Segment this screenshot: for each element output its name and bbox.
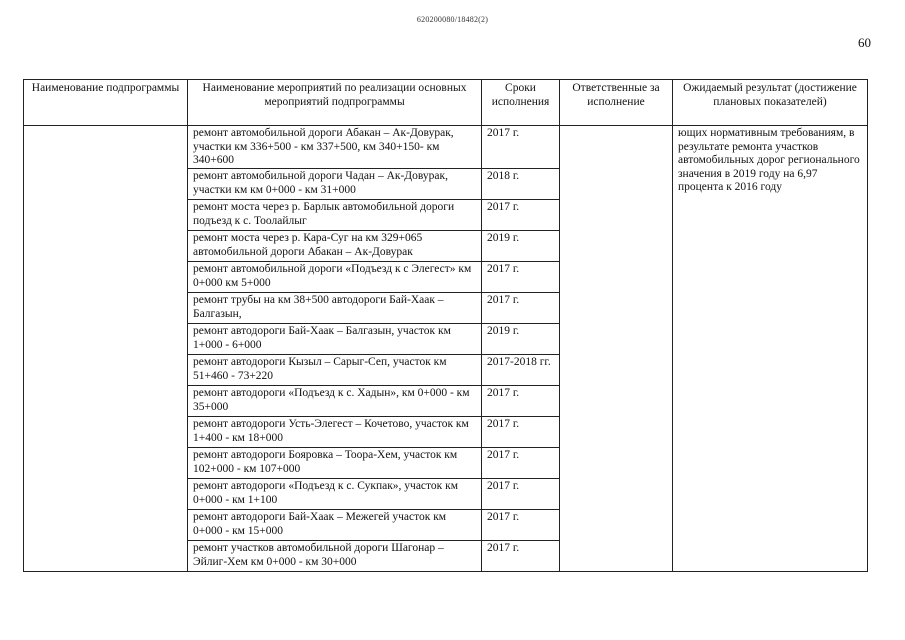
activity-cell: ремонт участков автомобильной дороги Шагонар – Эйлиг-Хем км 0+000 - км 30+000 — [188, 541, 482, 572]
term-cell: 2017 г. — [482, 541, 560, 572]
header-expected-result: Ожидаемый результат (достижение плановых показателей) — [673, 80, 868, 126]
responsible-cell — [560, 126, 673, 572]
term-cell: 2017 г. — [482, 510, 560, 541]
activity-cell: ремонт автодороги «Подъезд к с. Хадын», км 0+000 - км 35+000 — [188, 386, 482, 417]
activity-cell: ремонт автодороги Бай-Хаак – Межегей участок км 0+000 - км 15+000 — [188, 510, 482, 541]
activity-cell: ремонт автодороги Бояровка – Тоора-Хем, участок км 102+000 - км 107+000 — [188, 448, 482, 479]
activity-cell: ремонт трубы на км 38+500 автодороги Бай-Хаак – Балгазын, — [188, 293, 482, 324]
term-cell: 2019 г. — [482, 324, 560, 355]
term-cell: 2017 г. — [482, 448, 560, 479]
term-cell: 2017-2018 гг. — [482, 355, 560, 386]
term-cell: 2017 г. — [482, 417, 560, 448]
table-body — [24, 126, 868, 572]
expected-result-cell: ющих нормативным требованиям, в результате ремонта участков автомобильных дорог регионального значения в 2019 году на 6,97 процента к 2016 году — [673, 126, 868, 572]
document-code: 620200080/18482(2) — [416, 15, 489, 24]
term-cell: 2017 г. — [482, 293, 560, 324]
activity-cell: ремонт автодороги Усть-Элегест – Кочетово, участок км 1+400 - км 18+000 — [188, 417, 482, 448]
header-term: Сроки исполнения — [482, 80, 560, 126]
term-cell: 2017 г. — [482, 126, 560, 169]
activity-cell: ремонт моста через р. Барлык автомобильной дороги подъезд к с. Тоолайлыг — [188, 200, 482, 231]
page-number: 60 — [858, 35, 871, 50]
term-cell: 2019 г. — [482, 231, 560, 262]
activity-cell: ремонт автомобильной дороги «Подъезд к с Элегест» км 0+000 км 5+000 — [188, 262, 482, 293]
activity-cell: ремонт автодороги Бай-Хаак – Балгазын, участок км 1+000 - 6+000 — [188, 324, 482, 355]
activity-cell: ремонт автодороги Кызыл – Сарыг-Сеп, участок км 51+460 - 73+220 — [188, 355, 482, 386]
term-cell: 2017 г. — [482, 200, 560, 231]
term-cell: 2017 г. — [482, 262, 560, 293]
table-header — [24, 80, 868, 126]
header-subprogram: Наименование подпрограммы — [24, 80, 188, 126]
term-cell: 2017 г. — [482, 386, 560, 417]
header-responsible: Ответственные за исполнение — [560, 80, 673, 126]
header-activity: Наименование мероприятий по реализации основных мероприятий подпрограммы — [188, 80, 482, 126]
activity-cell: ремонт автомобильной дороги Абакан – Ак-Довурак, участки км 336+500 - км 337+500, км 340+150- км 340+600 — [188, 126, 482, 169]
header-row — [24, 80, 868, 126]
table-row — [24, 126, 868, 169]
subprogram-cell — [24, 126, 188, 572]
term-cell: 2017 г. — [482, 479, 560, 510]
term-cell: 2018 г. — [482, 169, 560, 200]
subprogram-activities-table — [23, 79, 868, 572]
activity-cell: ремонт автомобильной дороги Чадан – Ак-Довурак, участки км км 0+000 - км 31+000 — [188, 169, 482, 200]
activity-cell: ремонт моста через р. Кара-Суг на км 329+065 автомобильной дороги Абакан – Ак-Довурак — [188, 231, 482, 262]
activity-cell: ремонт автодороги «Подъезд к с. Сукпак», участок км 0+000 - км 1+100 — [188, 479, 482, 510]
